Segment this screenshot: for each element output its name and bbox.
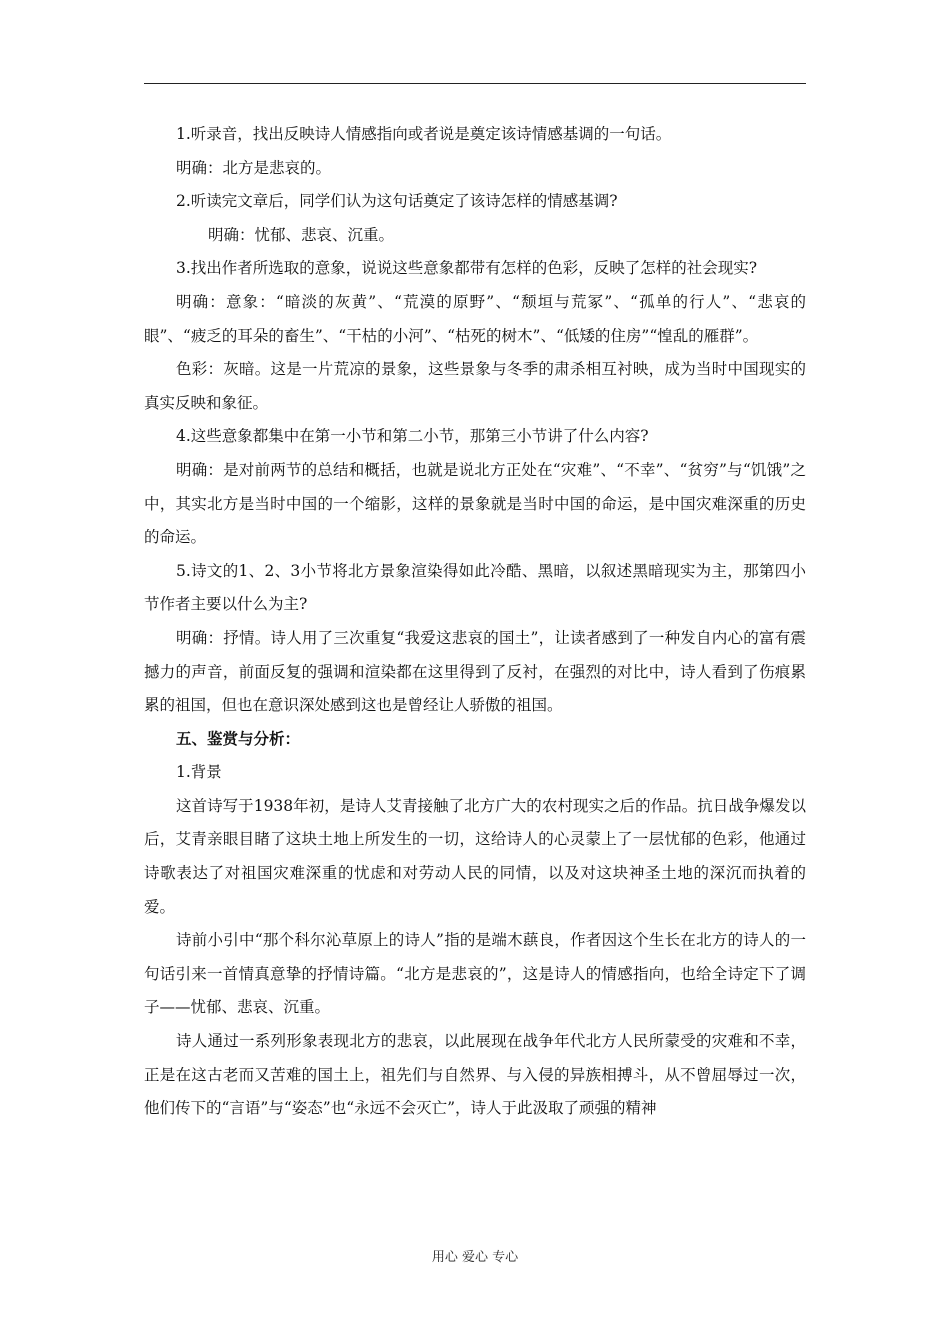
paragraph: 明确：忧郁、悲哀、沉重。 [208, 225, 395, 244]
paragraph: 4.这些意象都集中在第一小节和第二小节，那第三小节讲了什么内容? [176, 427, 649, 446]
paragraph: 2.听读完文章后，同学们认为这句话奠定了该诗怎样的情感基调? [176, 192, 618, 211]
subsection-title: 1.背景 [176, 763, 222, 782]
paragraph: 1.听录音，找出反映诗人情感指向或者说是奠定该诗情感基调的一句话。 [176, 125, 672, 143]
paragraph: 诗前小引中“那个科尔沁草原上的诗人”指的是端木蕻良，作者因这个生长在北方的诗人的一句话引来一首情真意挚的抒情诗篇。“北方是悲哀的”，这是诗人的情感指向，也给全诗定下了调子——忧郁、悲哀、沉重。 [144, 931, 806, 1017]
paragraph: 这首诗写于1938年初，是诗人艾青接触了北方广大的农村现实之后的作品。抗日战争爆发以后，艾青亲眼目睹了这块土地上所发生的一切，这给诗人的心灵蒙上了一层忧郁的色彩，他通过诗歌表达了对祖国灾难深重的忧虑和对劳动人民的同情，以及对这块神圣土地的深沉而执着的爱。 [144, 796, 806, 916]
document-body [144, 118, 806, 1126]
page-footer: 用心 爱心 专心 [431, 1250, 519, 1265]
paragraph: 明确：北方是悲哀的。 [176, 158, 332, 177]
paragraph: 5.诗文的1、2、3小节将北方景象渲染得如此冷酷、黑暗，以叙述黑暗现实为主，那第四小节作者主要以什么为主? [144, 561, 806, 614]
header-rule [144, 83, 806, 84]
paragraph: 色彩：灰暗。这是一片荒凉的景象，这些景象与冬季的肃杀相互衬映，成为当时中国现实的真实反映和象征。 [144, 360, 806, 412]
section-heading: 五、鉴赏与分析： [176, 729, 301, 748]
paragraph: 诗人通过一系列形象表现北方的悲哀，以此展现在战争年代北方人民所蒙受的灾难和不幸，正是在这古老而又苦难的国土上，祖先们与自然界、与入侵的异族相搏斗，从不曾屈辱过一次，他们传下的“言语”与“姿态”也“永远不会灭亡”，诗人于此汲取了顽强的精神 [144, 1032, 806, 1118]
paragraph: 3.找出作者所选取的意象，说说这些意象都带有怎样的色彩，反映了怎样的社会现实? [176, 259, 758, 278]
paragraph: 明确：是对前两节的总结和概括，也就是说北方正处在“灾难”、“不幸”、“贫穷”与“饥饿”之中，其实北方是当时中国的一个缩影，这样的景象就是当时中国的命运，是中国灾难深重的历史的命运。 [144, 460, 806, 547]
paragraph: 明确：意象：“暗淡的灰黄”、“荒漠的原野”、“颓垣与荒冢”、“孤单的行人”、“悲哀的眼”、“疲乏的耳朵的畜生”、“干枯的小河”、“枯死的树木”、“低矮的住房”“惶乱的雁群”。 [144, 292, 806, 345]
paragraph: 明确：抒情。诗人用了三次重复“我爱这悲哀的国土”，让读者感到了一种发自内心的富有震撼力的声音，前面反复的强调和渲染都在这里得到了反衬，在强烈的对比中，诗人看到了伤痕累累的祖国，但也在意识深处感到这也是曾经让人骄傲的祖国。 [144, 628, 806, 715]
